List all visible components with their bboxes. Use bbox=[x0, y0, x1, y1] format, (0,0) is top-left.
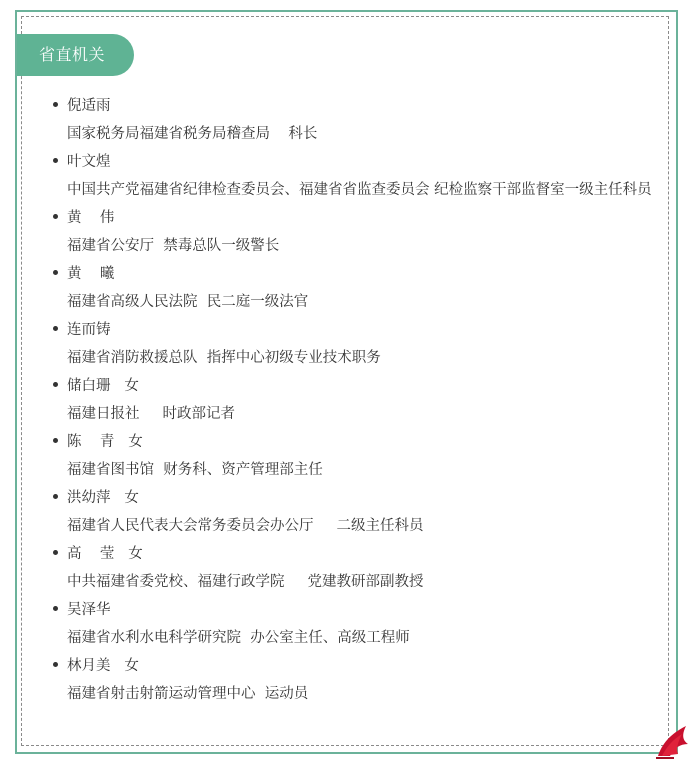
entry-name: 叶文煌 bbox=[67, 154, 111, 170]
bullet-icon bbox=[53, 438, 58, 443]
entry-name: 陈 青 女 bbox=[67, 434, 143, 450]
bullet-icon bbox=[53, 662, 58, 667]
entry-name: 高 莹 女 bbox=[67, 546, 143, 562]
entry-name: 倪适雨 bbox=[67, 98, 111, 114]
entry-title: 福建省图书馆 财务科、资产管理部主任 bbox=[67, 462, 323, 478]
bullet-icon bbox=[53, 102, 58, 107]
list-item bbox=[48, 428, 658, 484]
list-item bbox=[48, 148, 658, 204]
entry-title: 福建省消防救援总队 指挥中心初级专业技术职务 bbox=[67, 350, 381, 366]
entry-title: 福建省公安厅 禁毒总队一级警长 bbox=[67, 238, 280, 254]
red-flag-decoration-icon bbox=[652, 722, 692, 760]
bullet-icon bbox=[53, 270, 58, 275]
list-item bbox=[48, 372, 658, 428]
entry-title: 中共福建省委党校、福建行政学院 党建教研部副教授 bbox=[67, 574, 424, 590]
list-item bbox=[48, 652, 658, 708]
entry-name: 黄 曦 bbox=[67, 266, 115, 282]
list-item bbox=[48, 204, 658, 260]
entry-title: 国家税务局福建省税务局稽查局 科长 bbox=[67, 126, 318, 142]
entry-name: 洪幼萍 女 bbox=[67, 490, 139, 506]
list-item bbox=[48, 596, 658, 652]
list-item bbox=[48, 260, 658, 316]
entry-list bbox=[48, 92, 658, 708]
list-item bbox=[48, 316, 658, 372]
list-item bbox=[48, 92, 658, 148]
section-title: 省直机关 bbox=[39, 45, 106, 64]
bullet-icon bbox=[53, 606, 58, 611]
entry-name: 黄 伟 bbox=[67, 210, 115, 226]
bullet-icon bbox=[53, 550, 58, 555]
bullet-icon bbox=[53, 326, 58, 331]
entry-title: 中国共产党福建省纪律检查委员会、福建省省监查委员会 纪检监察干部监督室一级主任科员 bbox=[67, 182, 652, 198]
entry-name: 储白珊 女 bbox=[67, 378, 139, 394]
bullet-icon bbox=[53, 494, 58, 499]
section-tab bbox=[17, 34, 134, 76]
entry-name: 连而铸 bbox=[67, 322, 111, 338]
entry-title: 福建省人民代表大会常务委员会办公厅 二级主任科员 bbox=[67, 518, 424, 534]
entry-title: 福建省水利水电科学研究院 办公室主任、高级工程师 bbox=[67, 630, 410, 646]
bullet-icon bbox=[53, 382, 58, 387]
list-item bbox=[48, 484, 658, 540]
bullet-icon bbox=[53, 214, 58, 219]
entry-title: 福建省射击射箭运动管理中心 运动员 bbox=[67, 686, 309, 702]
entry-name: 林月美 女 bbox=[67, 658, 139, 674]
entry-title: 福建省高级人民法院 民二庭一级法官 bbox=[67, 294, 309, 310]
bullet-icon bbox=[53, 158, 58, 163]
entry-title: 福建日报社 时政部记者 bbox=[67, 406, 236, 422]
entry-name: 吴泽华 bbox=[67, 602, 111, 618]
list-item bbox=[48, 540, 658, 596]
